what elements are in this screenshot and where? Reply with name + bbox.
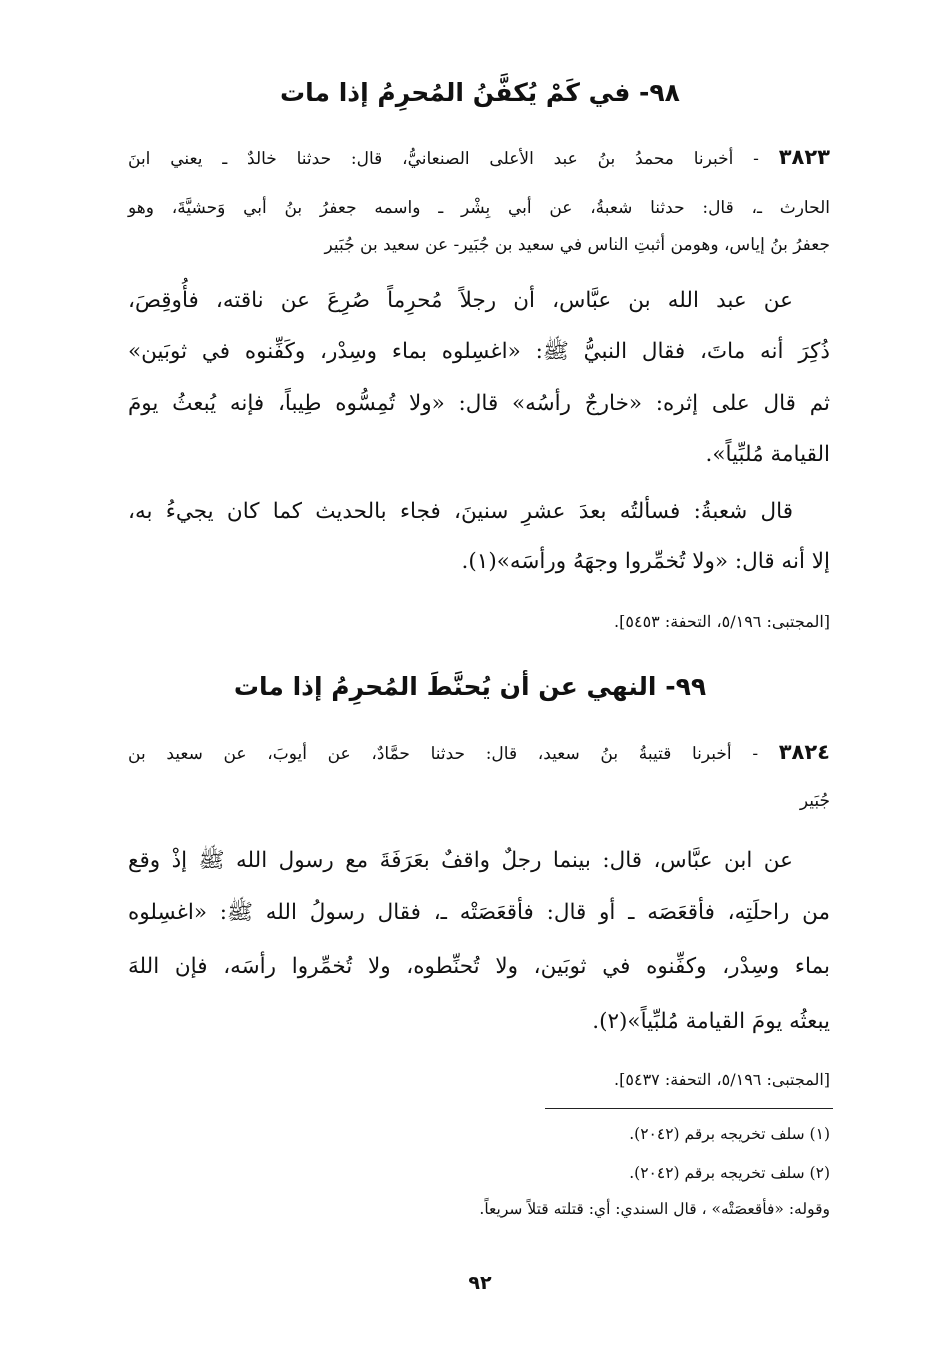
chapter-98-title: ٩٨- في كَمْ يُكفَّنُ المُحرِمُ إذا مات: [280, 78, 680, 107]
hadith-3824-matn-line-3: بماء وسِدْر، وكفِّنوه في ثوبَين، ولا تُحنِّطوه، ولا تُخمِّروا رأسَه، فإن اللهَ: [128, 954, 830, 979]
hadith-3823-matn-line-4: القيامة مُلبِّياً».: [705, 442, 830, 467]
hadith-3823-isnad-line-3: جعفرُ بنُ إياس، وهومن أثبتِ الناس في سعيد بن جُبَير- عن سعيد بن جُبَير: [324, 235, 830, 255]
hadith-3824-matn-line-1: عن ابن عبَّاس، قال: بينما رجلٌ واقفٌ بعَرَفَةَ مع رسول الله ﷺ إذْ وقع: [128, 848, 793, 873]
hadith-3823-isnad-line-2: الحارث ـ، قال: حدثنا شعبةُ، عن أبي بِشْر ـ واسمه جعفرُ بنُ أبي وَحشيَّةَ، وهو: [128, 198, 830, 218]
hadith-3823-matn-line-2: ذُكِرَ أنه ماتَ، فقال النبيُّ ﷺ: «اغسِلوه بماء وسِدْر، وكَفِّنوه في ثوبَين»: [128, 339, 830, 364]
hadith-3823-reference: [المجتبى: ٥/١٩٦، التحفة: ٥٤٥٣].: [614, 612, 830, 631]
footnote-divider: [545, 1108, 833, 1109]
hadith-3824-number: ٣٨٢٤: [778, 740, 830, 764]
chapter-99-title: ٩٩- النهي عن أن يُحنَّطَ المُحرِمُ إذا مات: [233, 672, 707, 701]
footnote-1: (١) سلف تخريجه برقم (٢٠٤٢).: [629, 1125, 830, 1143]
footnote-3: وقوله: «فأقعصَتْه» ، قال السندي: أي: قتلته قتلاً سريعاً.: [479, 1200, 830, 1218]
hadith-3823-matn-line-5: قال شعبةُ: فسألتُه بعدَ عشرِ سنينَ، فجاء بالحديث كما كان يجيءُ به،: [128, 499, 793, 524]
hadith-3823-matn-line-1: عن عبد الله بن عبَّاس، أن رجلاً مُحرِماً صُرِعَ عن ناقته، فأُوقِصَ،: [128, 288, 793, 313]
hadith-3823-matn-line-3: ثم قال على إثره: «خارجٌ رأسُه» قال: «ولا تُمِسُّوه طِيباً، فإنه يُبعثُ يومَ: [128, 391, 830, 416]
hadith-3824-isnad-line-2: جُبَير: [799, 791, 830, 811]
hadith-3824-reference: [المجتبى: ٥/١٩٦، التحفة: ٥٤٣٧].: [614, 1070, 830, 1089]
hadith-3823-number: ٣٨٢٣: [778, 145, 831, 169]
hadith-3824-matn-line-2: من راحلَتِه، فأقعَصَه ـ أو قال: فأقعَصَتْه ـ، فقال رسولُ الله ﷺ: «اغسِلوه: [128, 900, 830, 925]
page-number: ٩٢: [468, 1272, 492, 1294]
hadith-3823-isnad-line-1: ٣٨٢٣ - أخبرنا محمدُ بنُ عبد الأعلى الصنعانيُّ، قال: حدثنا خالدٌ ـ يعني ابنَ: [128, 145, 831, 169]
hadith-3823-matn-line-6: إلا أنه قال: «ولا تُخمِّروا وجهَهُ ورأسَه»(١).: [461, 549, 830, 574]
hadith-3824-matn-line-4: يبعثُه يومَ القيامة مُلبِّياً»(٢).: [592, 1009, 830, 1034]
footnote-2: (٢) سلف تخريجه برقم (٢٠٤٢).: [629, 1164, 830, 1182]
hadith-3824-isnad-line-1: ٣٨٢٤ - أخبرنا قتيبةُ بنُ سعيد، قال: حدثنا حمَّادٌ، عن أيوبَ، عن سعيد بن: [128, 740, 830, 764]
